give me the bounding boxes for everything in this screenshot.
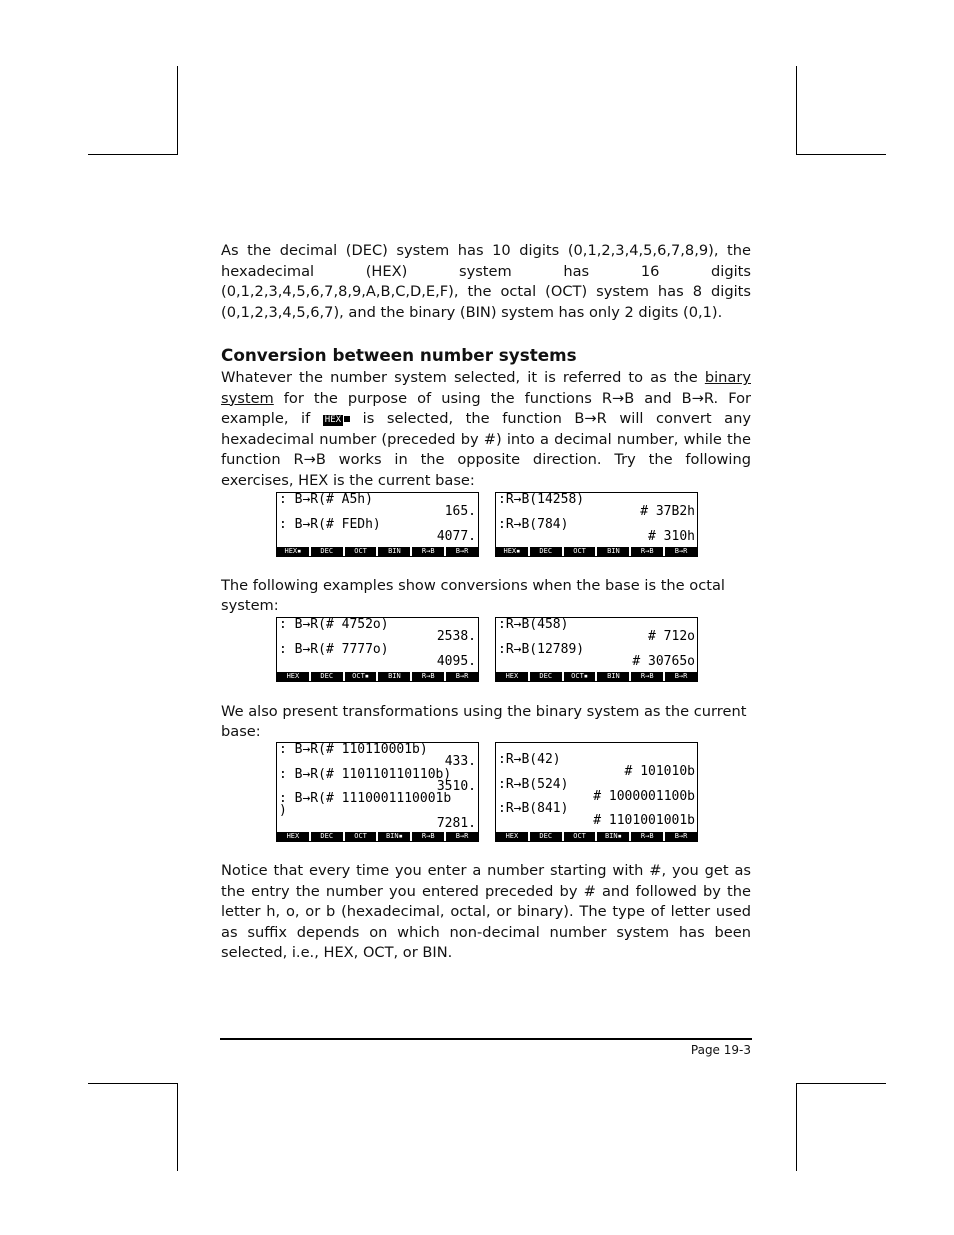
menu-key-dec: DEC bbox=[311, 547, 343, 556]
menu-key-r-to-b: R→B bbox=[412, 547, 444, 556]
crop-mark-top-right-vertical bbox=[796, 66, 797, 154]
menu-key-hex: HEX▪ bbox=[496, 547, 528, 556]
screen-line: : B→R(# 4752o) bbox=[279, 617, 389, 632]
screen-line: : B→R(# 110110001b) bbox=[279, 742, 428, 757]
soft-menu-bar bbox=[496, 832, 697, 841]
menu-key-oct: OCT bbox=[564, 832, 596, 841]
conversion-text-part1: Whatever the number system selected, it is referred to as the bbox=[221, 369, 705, 386]
binary-intro-text: We also present transformations using the binary system as the current base: bbox=[221, 703, 747, 740]
crop-mark-top-left-vertical bbox=[177, 66, 178, 154]
menu-key-r-to-b: R→B bbox=[631, 547, 663, 556]
calculator-screen-hex-right bbox=[495, 492, 698, 557]
screen-line: 7281. bbox=[436, 815, 476, 831]
menu-key-dec: DEC bbox=[530, 547, 562, 556]
soft-menu-bar bbox=[277, 547, 478, 556]
screen-line: :R→B(784) bbox=[498, 516, 569, 532]
menu-key-oct: OCT bbox=[345, 547, 377, 556]
screen-line: 165. bbox=[444, 504, 476, 520]
menu-key-hex: HEX bbox=[277, 672, 309, 681]
menu-key-r-to-b: R→B bbox=[412, 672, 444, 681]
screen-line: # 1000001100b bbox=[593, 788, 695, 804]
octal-intro-text: The following examples show conversions when the base is the octal system: bbox=[221, 577, 725, 614]
calculator-screen-hex-left bbox=[276, 492, 479, 557]
menu-key-dec: DEC bbox=[530, 672, 562, 681]
menu-key-oct: OCT bbox=[345, 832, 377, 841]
menu-key-b-to-r: B→R bbox=[446, 832, 478, 841]
menu-key-bin: BIN bbox=[597, 547, 629, 556]
crop-mark-top-right-horizontal bbox=[796, 154, 886, 155]
crop-mark-top-left-horizontal bbox=[88, 154, 178, 155]
screen-line: # 1101001001b bbox=[593, 813, 695, 829]
hex-menu-key-icon: HEX bbox=[324, 415, 342, 426]
menu-key-r-to-b: R→B bbox=[631, 672, 663, 681]
footer-rule bbox=[220, 1038, 752, 1040]
screen-line: 433. bbox=[444, 754, 476, 770]
screen-line: ) bbox=[279, 803, 287, 819]
page-number: Page 19-3 bbox=[690, 1043, 751, 1057]
menu-key-dec: DEC bbox=[311, 672, 343, 681]
menu-key-b-to-r: B→R bbox=[665, 672, 697, 681]
calculator-screen-bin-left bbox=[276, 742, 479, 842]
screen-line: :R→B(14258) bbox=[498, 492, 585, 507]
screen-line: : B→R(# FEDh) bbox=[279, 516, 381, 532]
menu-key-b-to-r: B→R bbox=[446, 672, 478, 681]
soft-menu-bar bbox=[277, 832, 478, 841]
crop-mark-bottom-left-horizontal bbox=[88, 1083, 178, 1084]
section-heading: Conversion between number systems bbox=[221, 345, 577, 365]
screen-line: : B→R(# 110110110110b) bbox=[279, 766, 452, 782]
conversion-text-part3: is selected, the function B→R will convert any hexadecimal number (preceded by #) into a decimal number, while the function R→B works in the opposite direction. Try the following exercises, HEX is the current base: bbox=[221, 410, 751, 489]
calculator-screen-oct-left bbox=[276, 617, 479, 682]
menu-key-r-to-b: R→B bbox=[631, 832, 663, 841]
calculator-screen-oct-right bbox=[495, 617, 698, 682]
calculator-screen-bin-right bbox=[495, 742, 698, 842]
soft-menu-bar bbox=[277, 672, 478, 681]
menu-key-b-to-r: B→R bbox=[665, 547, 697, 556]
screen-line: 4095. bbox=[436, 653, 476, 669]
menu-key-hex: HEX▪ bbox=[277, 547, 309, 556]
menu-key-r-to-b: R→B bbox=[412, 832, 444, 841]
screen-line: # 101010b bbox=[624, 764, 695, 780]
menu-key-b-to-r: B→R bbox=[446, 547, 478, 556]
intro-paragraph: As the decimal (DEC) system has 10 digits (0,1,2,3,4,5,6,7,8,9), the hexadecimal (HEX) system has 16 digits (0,1,2,3,4,5,6,7,8,9,A,B,C,D,E,F), the octal (OCT) system has 8 digits (0,1,2,3,4,5,6,7), and the binary (BIN) system has only 2 digits (0,1). bbox=[221, 242, 751, 321]
crop-mark-bottom-right-vertical bbox=[796, 1083, 797, 1171]
screen-line: : B→R(# 7777o) bbox=[279, 641, 389, 657]
screen-line: # 712o bbox=[648, 629, 695, 645]
screen-line: :R→B(524) bbox=[498, 776, 569, 792]
menu-key-hex: HEX bbox=[496, 832, 528, 841]
menu-key-dec: DEC bbox=[530, 832, 562, 841]
menu-key-bin: BIN bbox=[597, 672, 629, 681]
screen-line: 3510. bbox=[436, 778, 476, 794]
screen-line: # 37B2h bbox=[640, 504, 695, 520]
screen-line: : B→R(# 1110001110001b bbox=[279, 791, 452, 807]
menu-key-hex: HEX bbox=[496, 672, 528, 681]
menu-key-b-to-r: B→R bbox=[665, 832, 697, 841]
soft-menu-bar bbox=[496, 547, 697, 556]
screen-line: :R→B(42) bbox=[498, 752, 561, 767]
screen-line: 4077. bbox=[436, 528, 476, 544]
menu-key-dec: DEC bbox=[311, 832, 343, 841]
menu-key-bin: BIN bbox=[378, 672, 410, 681]
menu-key-oct: OCT▪ bbox=[564, 672, 596, 681]
conversion-paragraph bbox=[221, 368, 751, 492]
menu-key-hex: HEX bbox=[277, 832, 309, 841]
screen-line: # 310h bbox=[648, 528, 695, 544]
menu-key-bin: BIN▪ bbox=[597, 832, 629, 841]
crop-mark-bottom-right-horizontal bbox=[796, 1083, 886, 1084]
menu-key-bin: BIN▪ bbox=[378, 832, 410, 841]
screen-line: # 30765o bbox=[632, 653, 695, 669]
menu-key-oct: OCT bbox=[564, 547, 596, 556]
screen-line: :R→B(458) bbox=[498, 617, 569, 632]
crop-mark-bottom-left-vertical bbox=[177, 1083, 178, 1171]
soft-menu-bar bbox=[496, 672, 697, 681]
screen-line: : B→R(# A5h) bbox=[279, 492, 373, 507]
binary-system-link[interactable]: binary system bbox=[221, 369, 751, 407]
menu-key-bin: BIN bbox=[378, 547, 410, 556]
menu-key-oct: OCT▪ bbox=[345, 672, 377, 681]
closing-paragraph: Notice that every time you enter a number starting with #, you get as the entry the number you entered preceded by # and followed by the letter h, o, or b (hexadecimal, octal, or binary). The type of letter used as suffix depends on which non-decimal number system has been selected, i.e., HEX, OCT, or BIN. bbox=[221, 862, 751, 962]
screen-line: :R→B(841) bbox=[498, 801, 569, 817]
conversion-text-part2: for the purpose of using the functions R→B and B→R. For example, if bbox=[221, 389, 751, 428]
screen-line: 2538. bbox=[436, 629, 476, 645]
screen-line: :R→B(12789) bbox=[498, 641, 585, 657]
